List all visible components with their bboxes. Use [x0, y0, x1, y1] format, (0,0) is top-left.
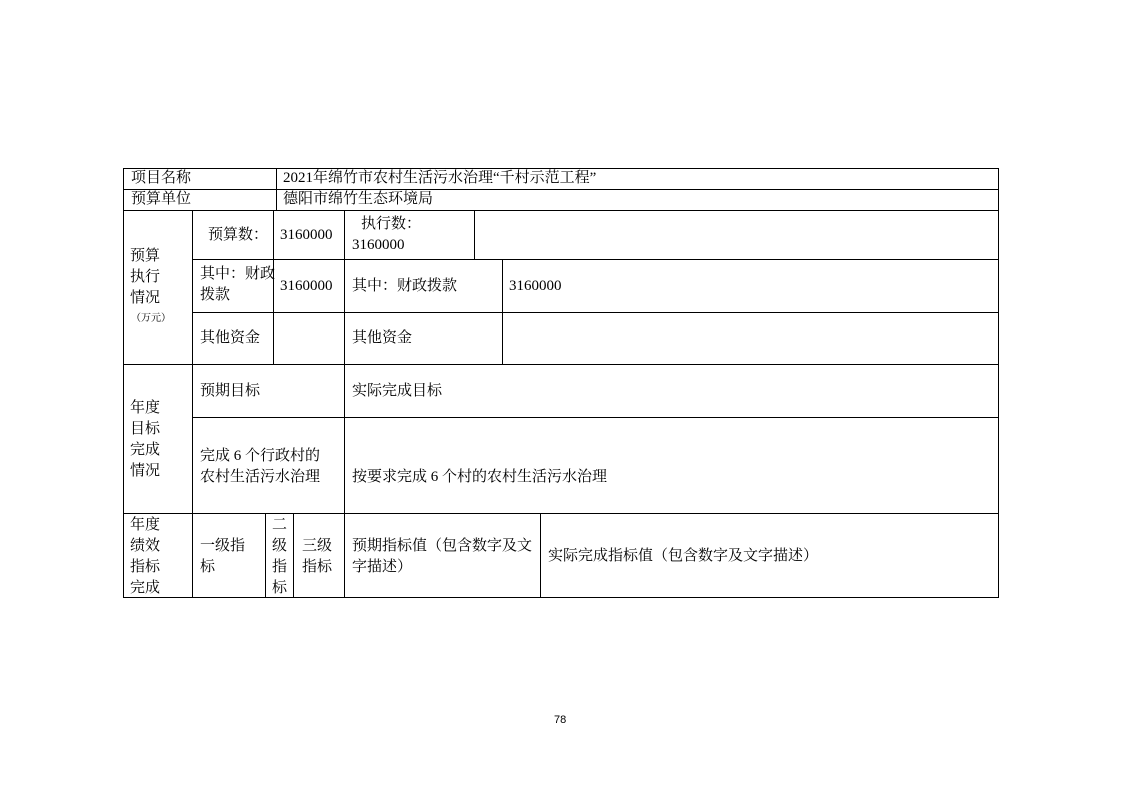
expected-goal-line: 完成 6 个行政村的	[200, 448, 321, 464]
level3-indicator-line: 指标	[302, 559, 333, 575]
actual-indicator-header: 实际完成指标值（包含数字及文字描述）	[548, 548, 819, 564]
fiscal-label-line: 拨款	[200, 287, 231, 303]
expected-goal-line: 农村生活污水治理	[200, 469, 321, 485]
level2-indicator-line: 标	[272, 580, 288, 596]
budget-unit-note: （万元）	[131, 313, 171, 324]
table-rule	[192, 259, 999, 260]
performance-label-line: 绩效	[130, 538, 161, 554]
fiscal-value: 3160000	[280, 278, 333, 294]
annual-goal-label-line: 目标	[130, 421, 161, 437]
fiscal-label-line: 其中：财政	[200, 266, 276, 282]
table-rule	[123, 513, 999, 514]
project-name-value: 2021年绵竹市农村生活污水治理“千村示范工程”	[283, 170, 597, 186]
budget-section-label-line: 执行	[130, 269, 161, 285]
level3-indicator-line: 三级	[302, 538, 333, 554]
project-name-label: 项目名称	[131, 170, 192, 186]
actual-goal-header: 实际完成目标	[352, 383, 443, 399]
budget-count-label: 预算数：	[208, 227, 269, 243]
expected-indicator-header-line: 预期指标值（包含数字及文	[352, 538, 533, 554]
table-border-right	[998, 168, 999, 598]
budget-unit-label: 预算单位	[131, 191, 192, 207]
budget-section-label-line: 情况	[130, 290, 161, 306]
other-funds-label: 其他资金	[200, 330, 261, 346]
table-rule	[276, 168, 277, 211]
fiscal-value-2: 3160000	[509, 278, 562, 294]
table-rule	[265, 513, 266, 598]
table-border-bottom	[123, 597, 999, 598]
fiscal-label-2: 其中：财政拨款	[352, 278, 458, 294]
expected-indicator-header-line: 字描述）	[352, 559, 413, 575]
table-rule	[192, 210, 193, 598]
exec-count-value-line: 3160000	[352, 237, 405, 253]
table-rule	[192, 417, 999, 418]
performance-label-line: 年度	[130, 517, 161, 533]
table-rule	[123, 210, 999, 211]
page-number: 78	[554, 714, 567, 726]
expected-goal-header: 预期目标	[200, 383, 261, 399]
level2-indicator-line: 二	[272, 517, 288, 533]
table-rule	[192, 312, 999, 313]
table-rule	[273, 210, 274, 365]
actual-goal-value: 按要求完成 6 个村的农村生活污水治理	[352, 469, 608, 485]
table-border-left	[123, 168, 124, 598]
performance-label-line: 完成	[130, 580, 161, 596]
level2-indicator-line: 级	[272, 538, 288, 554]
annual-goal-label-line: 完成	[130, 442, 161, 458]
table-rule	[540, 513, 541, 598]
table-rule	[293, 513, 294, 598]
table-rule	[123, 364, 999, 365]
exec-count-label-line: 执行数：	[361, 216, 422, 232]
other-funds-label-2: 其他资金	[352, 330, 413, 346]
annual-goal-label-line: 情况	[130, 463, 161, 479]
annual-goal-label-line: 年度	[130, 400, 161, 416]
budget-unit-value: 德阳市绵竹生态环境局	[283, 191, 434, 207]
level1-indicator-line: 标	[200, 559, 216, 575]
budget-count-value: 3160000	[280, 227, 333, 243]
performance-label-line: 指标	[130, 559, 161, 575]
table-rule	[123, 189, 999, 190]
table-rule	[502, 259, 503, 365]
table-rule	[474, 210, 475, 260]
level1-indicator-line: 一级指	[200, 538, 246, 554]
budget-section-label-line: 预算	[130, 248, 161, 264]
table-rule	[344, 210, 345, 598]
level2-indicator-line: 指	[272, 559, 288, 575]
